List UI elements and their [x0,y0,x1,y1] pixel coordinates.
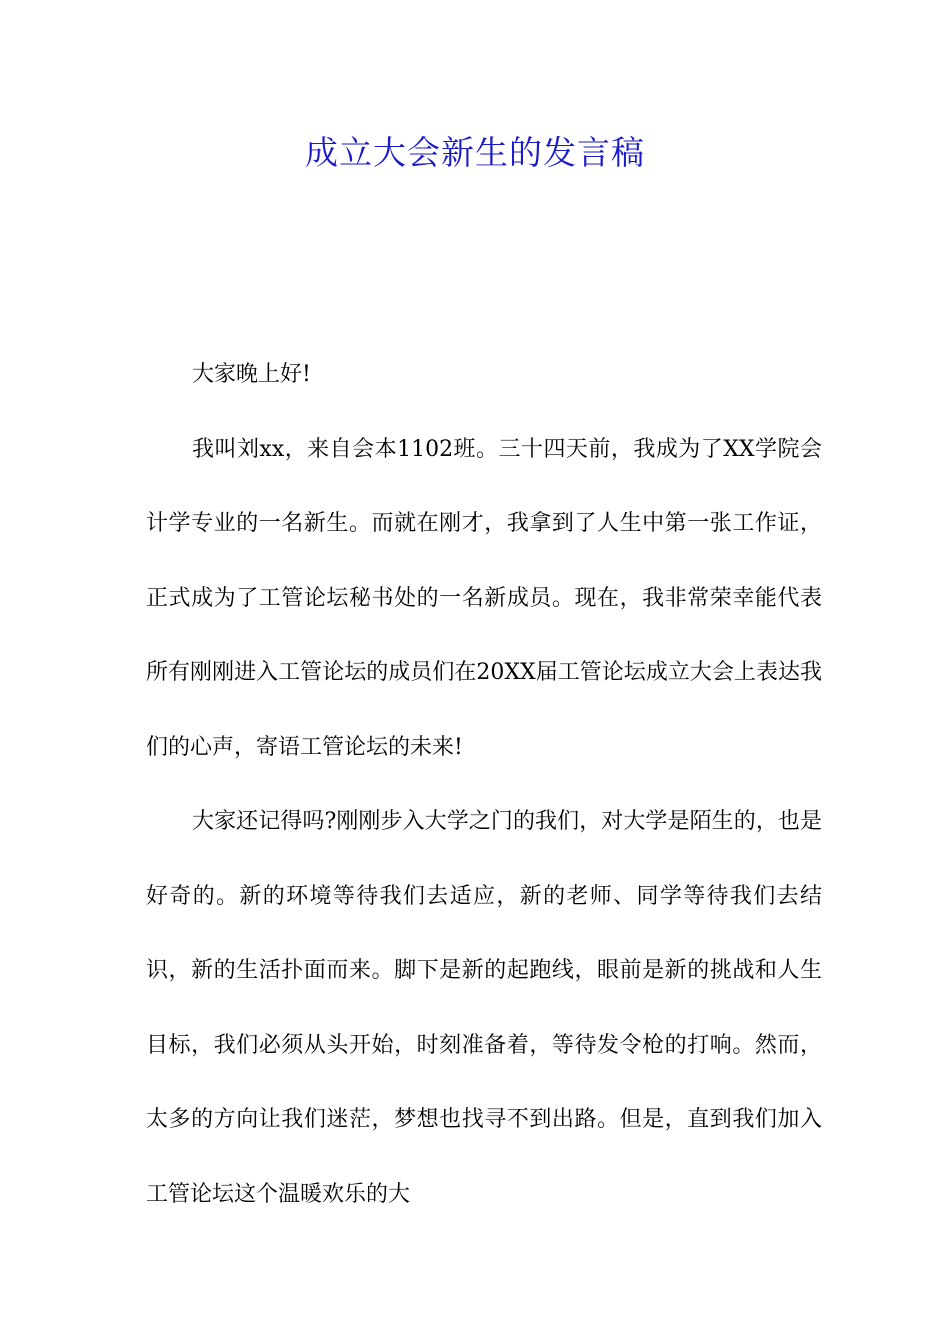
document-body [146,338,822,1232]
paragraph-introduction: 我叫刘xx，来自会本1102班。三十四天前，我成为了XX学院会计学专业的一名新生。而就在刚才，我拿到了人生中第一张工作证，正式成为了工管论坛秘书处的一名新成员。现在，我非常荣幸能代表所有刚刚进入工管论坛的成员们在20XX届工管论坛成立大会上表达我们的心声，寄语工管论坛的未来! [146,436,822,760]
document-title: 成立大会新生的发言稿 [305,133,645,172]
paragraph-memories: 大家还记得吗?刚刚步入大学之门的我们，对大学是陌生的，也是好奇的。新的环境等待我们去适应，新的老师、同学等待我们去结识，新的生活扑面而来。脚下是新的起跑线，眼前是新的挑战和人生目标，我们必须从头开始，时刻准备着，等待发令枪的打响。然而，太多的方向让我们迷茫，梦想也找寻不到出路。但是，直到我们加入工管论坛这个温暖欢乐的大 [146,809,822,1207]
paragraph-greeting: 大家晚上好! [192,362,311,387]
